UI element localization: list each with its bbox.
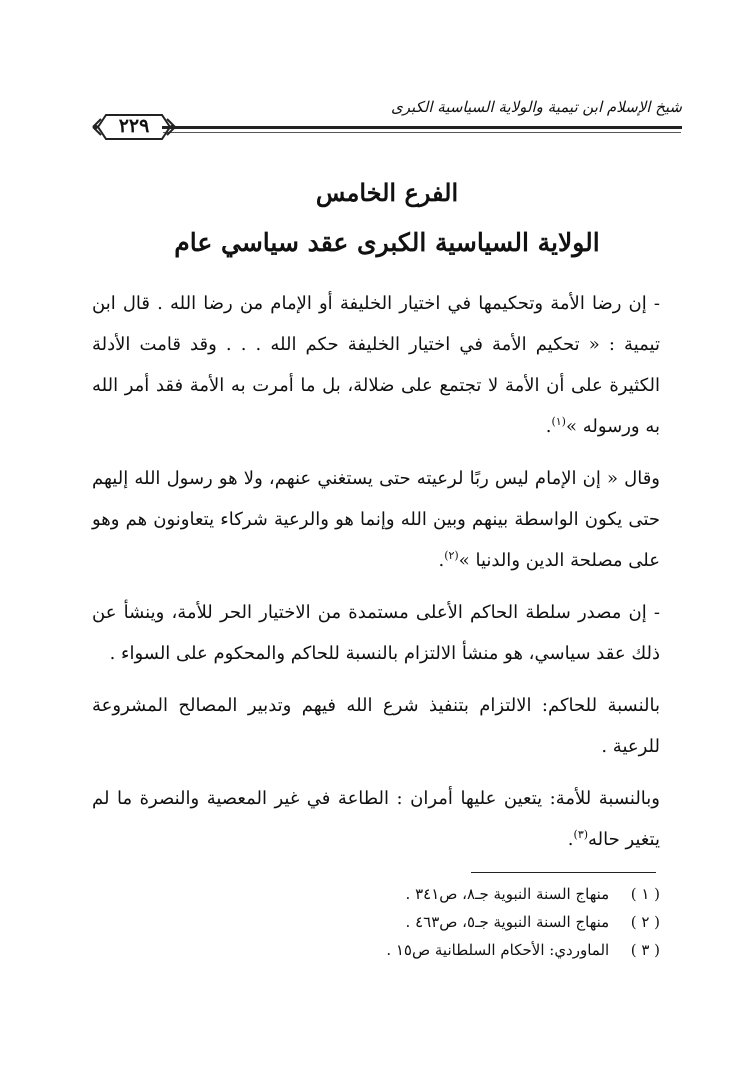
footnote-number: ( ١ )	[630, 885, 660, 903]
paragraph-2-end: .	[438, 550, 445, 571]
footnote-ref-1[interactable]: (١)	[551, 415, 566, 428]
running-title: شيخ الإسلام ابن تيمية والولاية السياسية الكبرى	[390, 98, 682, 116]
footnote-number: ( ٣ )	[630, 941, 660, 959]
paragraph-1	[92, 283, 660, 447]
paragraph-3: - إن مصدر سلطة الحاكم الأعلى مستمدة من الاختيار الحر للأمة، وينشأ عن ذلك عقد سياسي، هو منشأ الالتزام بالنسبة للحاكم والمحكوم على السواء .	[92, 602, 660, 664]
page-number: ٢٢٩	[118, 115, 150, 137]
footnote-ref-3[interactable]: (٣)	[573, 828, 589, 841]
footnote-text: منهاج السنة النبوية جـ٨، ص٣٤١ .	[405, 885, 610, 903]
footnote-item	[92, 880, 660, 908]
footnote-number: ( ٢ )	[630, 913, 660, 931]
page-number-ornament	[92, 110, 176, 144]
footnote-item	[92, 908, 660, 936]
page-header	[92, 96, 682, 156]
paragraph-4: بالنسبة للحاكم: الالتزام بتنفيذ شرع الله فيهم وتدبير المصالح المشروعة للرعية .	[92, 695, 660, 757]
footnote-item	[92, 936, 660, 964]
footnotes	[92, 880, 660, 964]
footnote-ref-2[interactable]: (٢)	[444, 549, 459, 562]
footnote-divider	[471, 872, 656, 873]
footnote-text: منهاج السنة النبوية جـ٥، ص٤٦٣ .	[405, 913, 610, 931]
section-title: الفرع الخامس	[315, 178, 459, 207]
paragraph-1-text: - إن رضا الأمة وتحكيمها في اختيار الخليفة أو الإمام من رضا الله . قال ابن تيمية : « تحكيم الأمة في اختيار الخليفة حكم الله . . . وقد قامت الأدلة الكثيرة على أن الأمة لا تجتمع على ضلالة، بل ما أمرت به الأمة فقد أمر الله به ورسوله »	[92, 293, 660, 437]
body-text	[92, 283, 660, 871]
main-title: الولاية السياسية الكبرى عقد سياسي عام	[174, 228, 600, 257]
paragraph-1-end: .	[545, 416, 552, 437]
paragraph-5-text: وبالنسبة للأمة: يتعين عليها أمران : الطاعة في غير المعصية والنصرة ما لم يتغير حاله	[92, 788, 660, 850]
paragraph-5-end: .	[567, 829, 574, 850]
paragraph-2	[92, 458, 660, 581]
header-rule	[162, 126, 682, 129]
paragraph-2-text: وقال « إن الإمام ليس ربًا لرعيته حتى يستغني عنهم، ولا هو رسول الله إليهم حتى يكون الواسطة بينهم وبين الله وإنما هو والرعية شركاء يتعاونون هم وهو على مصلحة الدين والدنيا »	[92, 468, 660, 571]
paragraph-5	[92, 778, 660, 860]
footnote-text: الماوردي: الأحكام السلطانية ص١٥ .	[386, 941, 610, 959]
